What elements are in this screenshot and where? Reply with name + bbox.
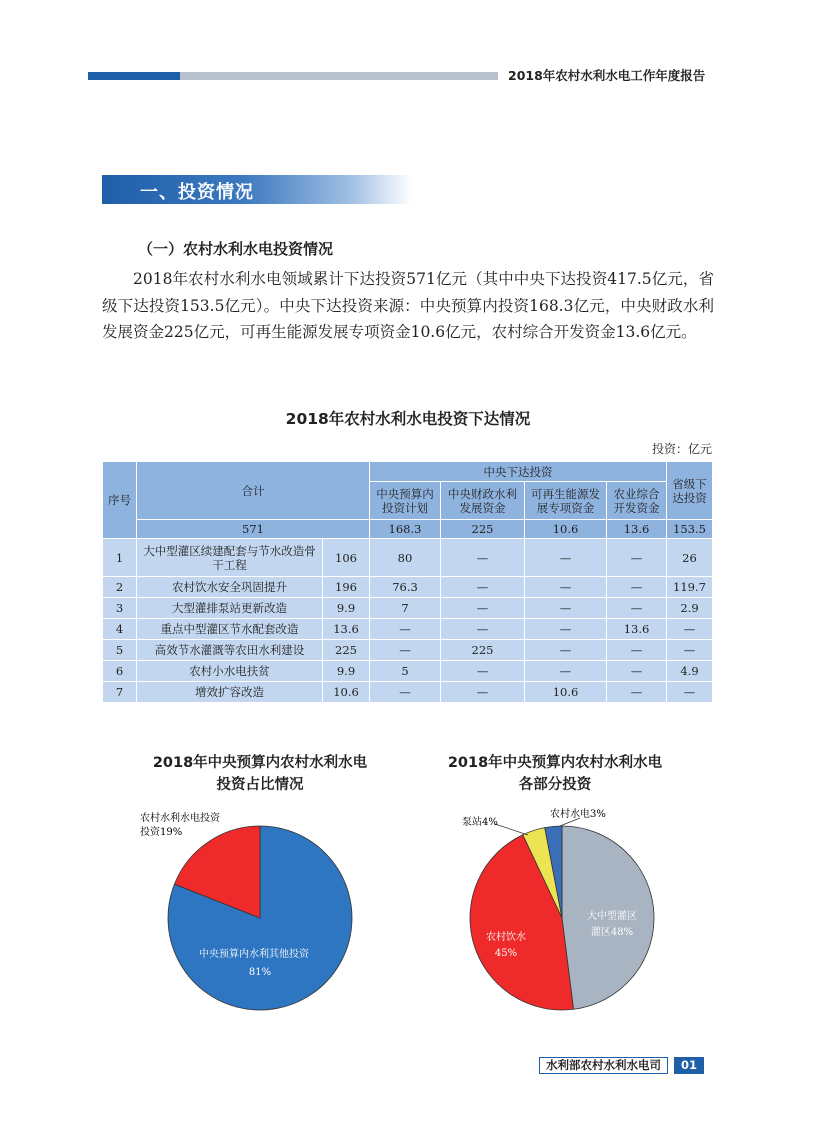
header-renewable: 可再生能源发展专项资金: [525, 482, 607, 520]
total-sum: 571: [137, 520, 370, 539]
header-finance: 中央财政水利发展资金: [441, 482, 525, 520]
chart2-label-pump: [462, 815, 498, 828]
cell-provincial: 2.9: [667, 598, 713, 619]
report-title: 2018年农村水利水电工作年度报告: [508, 68, 706, 83]
chart2-pct-water: 45%: [494, 948, 518, 959]
cell-provincial: —: [667, 640, 713, 661]
chart2-name-hydro: 农村水电: [550, 809, 590, 820]
cell-seq: 1: [103, 539, 137, 577]
page-number: 01: [674, 1057, 704, 1074]
footer-org: 水利部农村水利水电司: [539, 1057, 668, 1074]
chart2-label-hydro: [550, 807, 606, 820]
header-budget: 中央预算内投资计划: [370, 482, 441, 520]
header-rule: [180, 72, 498, 80]
cell-finance: —: [441, 539, 525, 577]
cell-total: 10.6: [323, 682, 370, 703]
total-provincial: 153.5: [667, 520, 713, 539]
cell-provincial: 119.7: [667, 577, 713, 598]
cell-provincial: —: [667, 619, 713, 640]
cell-renewable: —: [525, 661, 607, 682]
cell-agri: —: [607, 682, 667, 703]
header-provincial: 省级下达投资: [667, 462, 713, 520]
cell-seq: 4: [103, 619, 137, 640]
chart2-pct-irrigation-wrap: 灌区48%: [590, 927, 634, 938]
cell-total: 9.9: [323, 598, 370, 619]
chart1-label-rural-pct: 投资19%: [140, 827, 183, 838]
chart2-title-line1: 2018年中央预算内农村水利水电: [447, 755, 663, 771]
cell-provincial: 4.9: [667, 661, 713, 682]
cell-name: 重点中型灌区节水配套改造: [137, 619, 323, 640]
cell-seq: 7: [103, 682, 137, 703]
total-finance: 225: [441, 520, 525, 539]
chart2-name-pump: 泵站: [462, 817, 482, 828]
header-accent-bar: [88, 72, 180, 80]
table-row: [103, 640, 713, 661]
chart2-title: [400, 752, 710, 796]
cell-seq: 2: [103, 577, 137, 598]
cell-total: 13.6: [323, 619, 370, 640]
cell-renewable: —: [525, 598, 607, 619]
table-row: [103, 539, 713, 577]
cell-finance: —: [441, 619, 525, 640]
cell-finance: —: [441, 682, 525, 703]
cell-finance: —: [441, 661, 525, 682]
chart1-pct-other: 81%: [248, 967, 272, 978]
cell-renewable: 10.6: [525, 682, 607, 703]
cell-renewable: —: [525, 577, 607, 598]
table-title: 2018年农村水利水电投资下达情况: [285, 410, 531, 428]
chart2-pie: [440, 800, 700, 1030]
cell-finance: —: [441, 598, 525, 619]
cell-finance: 225: [441, 640, 525, 661]
cell-budget: 76.3: [370, 577, 441, 598]
header-central: 中央下达投资: [370, 462, 667, 482]
cell-name: 农村小水电扶贫: [137, 661, 323, 682]
chart2-pct-pump: 4%: [482, 817, 498, 828]
cell-budget: 5: [370, 661, 441, 682]
cell-budget: 7: [370, 598, 441, 619]
cell-total: 9.9: [323, 661, 370, 682]
cell-name: 增效扩容改造: [137, 682, 323, 703]
cell-finance: —: [441, 577, 525, 598]
cell-agri: —: [607, 640, 667, 661]
cell-provincial: 26: [667, 539, 713, 577]
chart2-label-irrigation: 大中型灌区: [587, 911, 637, 922]
cell-seq: 6: [103, 661, 137, 682]
chart2-pct-irrigation: 48%: [610, 927, 634, 938]
chart1-label-other: 中央预算内水利其他投资: [199, 949, 309, 960]
cell-budget: 80: [370, 539, 441, 577]
total-budget: 168.3: [370, 520, 441, 539]
table-row: [103, 577, 713, 598]
table-unit: 投资：亿元: [651, 442, 712, 456]
chart1-label-rural: 农村水利水电投资: [140, 813, 220, 824]
cell-name: 大中型灌区续建配套与节水改造骨干工程: [137, 539, 323, 577]
cell-renewable: —: [525, 619, 607, 640]
total-agri: 13.6: [607, 520, 667, 539]
body-paragraph: 2018年农村水利水电领域累计下达投资571亿元（其中中央下达投资417.5亿元，省级下达投资153.5亿元）。中央下达投资来源：中央预算内投资168.3亿元，中央财政水利发展资金225亿元，可再生能源发展专项资金10.6亿元，农村综合开发资金13.6亿元。: [102, 270, 714, 341]
chart2-title-line2: 各部分投资: [518, 777, 592, 793]
cell-agri: —: [607, 539, 667, 577]
cell-budget: —: [370, 682, 441, 703]
chart2-pct-hydro: 3%: [590, 809, 606, 820]
header-total: 合计: [137, 462, 370, 520]
cell-agri: —: [607, 598, 667, 619]
subheading: （一）农村水利水电投资情况: [138, 240, 334, 258]
cell-name: 大型灌排泵站更新改造: [137, 598, 323, 619]
header-agri: 农业综合开发资金: [607, 482, 667, 520]
cell-budget: —: [370, 619, 441, 640]
footer: [539, 1057, 704, 1074]
cell-name: 高效节水灌溉等农田水利建设: [137, 640, 323, 661]
cell-seq: 3: [103, 598, 137, 619]
cell-total: 225: [323, 640, 370, 661]
chart1-title: [100, 752, 420, 796]
cell-name: 农村饮水安全巩固提升: [137, 577, 323, 598]
chart1-pie: [120, 800, 380, 1030]
chart1-title-line1: 2018年中央预算内农村水利水电: [152, 755, 368, 771]
cell-agri: —: [607, 661, 667, 682]
chart1-pct-rural: 19%: [160, 827, 183, 838]
table-row: [103, 598, 713, 619]
cell-renewable: —: [525, 539, 607, 577]
chart2-label-water: 农村饮水: [486, 932, 526, 943]
table-row: [103, 619, 713, 640]
cell-total: 106: [323, 539, 370, 577]
investment-table: [102, 461, 713, 703]
cell-budget: —: [370, 640, 441, 661]
cell-agri: 13.6: [607, 619, 667, 640]
cell-provincial: —: [667, 682, 713, 703]
cell-seq: 5: [103, 640, 137, 661]
header-seq: 序号: [103, 462, 137, 539]
table-row: [103, 682, 713, 703]
table-row: [103, 661, 713, 682]
cell-agri: —: [607, 577, 667, 598]
cell-renewable: —: [525, 640, 607, 661]
section-title: 一、投资情况: [140, 182, 254, 203]
chart1-title-line2: 投资占比情况: [216, 777, 304, 793]
total-renewable: 10.6: [525, 520, 607, 539]
cell-total: 196: [323, 577, 370, 598]
